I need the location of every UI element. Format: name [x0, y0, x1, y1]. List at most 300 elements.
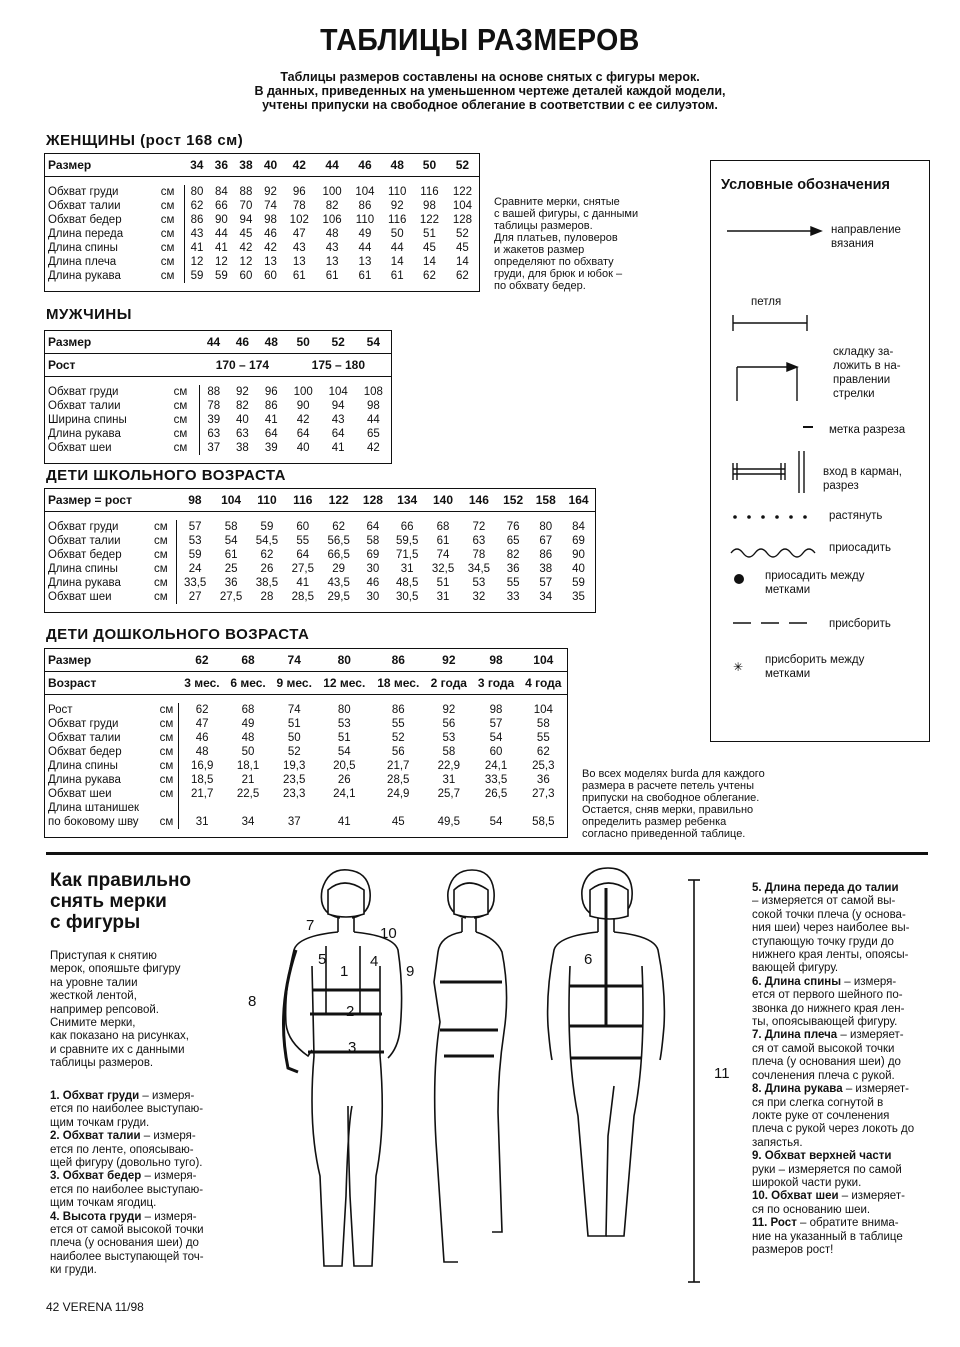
table-row [45, 185, 480, 199]
row-label: Обхват бедер [48, 746, 122, 758]
table-cell: 25,7 [437, 788, 461, 800]
size-header-label: Размер = рост [45, 489, 177, 512]
measure-item-title: 11. Рост [752, 1217, 797, 1230]
spacer-row [45, 455, 392, 464]
table-cell: 51 [436, 577, 450, 589]
measure-item-text: ки груди. [50, 1264, 97, 1277]
spacer-row [45, 604, 596, 613]
table-cell: 55 [536, 732, 550, 744]
table-cell: 14 [456, 256, 469, 268]
measure-item-title: 6. Длина спины [752, 975, 842, 988]
table-row [45, 213, 480, 227]
table-cell: 39 [207, 414, 221, 426]
women-heading: ЖЕНЩИНЫ (рост 168 см) [46, 132, 244, 149]
table-cell: 100 [293, 386, 313, 398]
intro-line: как показано на рисунках, [50, 1030, 189, 1043]
table-cell: 80 [539, 521, 553, 533]
loop-symbol [733, 315, 807, 331]
row-label: Ширина спины [48, 414, 127, 426]
table-cell: 64 [296, 549, 310, 561]
note-line: Сравните мерки, снятые [494, 196, 620, 208]
height-range-cell: 170 – 174 [199, 354, 286, 377]
measure-item-text: руки – измеряется по самой [752, 1163, 902, 1176]
spacer-row [45, 283, 480, 292]
row-unit: см [158, 815, 179, 829]
table-cell: 36 [506, 563, 520, 575]
row-label: Обхват шеи [48, 442, 112, 454]
table-cell [425, 801, 472, 815]
table-cell: 43 [331, 414, 345, 426]
women-note [494, 196, 638, 292]
row-unit: см [158, 759, 179, 773]
measure-item [50, 1130, 204, 1170]
table-cell: 31 [400, 563, 414, 575]
table-cell: 27,5 [291, 563, 314, 575]
table-cell: 116 [388, 214, 407, 226]
table-cell: 31 [195, 816, 209, 828]
table-cell: 68 [436, 521, 450, 533]
measure-item-text: ты, опоясывающей фигуру. [752, 1016, 898, 1029]
table-cell: 86 [264, 400, 278, 412]
table-cell: 62 [260, 549, 274, 561]
table-cell: 41 [214, 242, 228, 254]
table-row [45, 269, 480, 283]
table-cell: 110 [388, 186, 407, 198]
measure-item [752, 1029, 914, 1083]
size-header-cell: 164 [562, 489, 595, 512]
intro-line: и сравните их с данными [50, 1043, 185, 1056]
size-header-cell: 158 [529, 489, 562, 512]
row-label: Обхват талии [48, 535, 121, 547]
row-label: Длина плеча [48, 256, 117, 268]
size-header-cell: 128 [357, 489, 390, 512]
preschool-heading: ДЕТИ ДОШКОЛЬНОГО ВОЗРАСТА [46, 626, 310, 643]
table-cell: 14 [390, 256, 404, 268]
measurement-figures [240, 866, 760, 1296]
row-unit: см [172, 427, 199, 441]
legend-cut: метка разреза [829, 424, 906, 436]
table-cell: 50 [390, 228, 404, 240]
row-unit: см [158, 745, 179, 759]
table-cell: 45 [423, 242, 436, 254]
table-cell: 55 [391, 718, 405, 730]
table-cell: 44 [366, 414, 380, 426]
women-size-table [44, 153, 480, 292]
table-cell: 88 [207, 386, 221, 398]
table-cell: 60 [489, 746, 503, 758]
row-unit: см [172, 399, 199, 413]
age-cell: 4 года [520, 672, 568, 695]
table-row [45, 427, 392, 441]
measure-item-text: широкой части руки. [752, 1176, 862, 1189]
row-unit: см [158, 717, 179, 731]
table-cell: 55 [296, 535, 310, 547]
measure-item [752, 1217, 914, 1257]
table-cell: 80 [190, 186, 204, 198]
table-cell: 51 [423, 228, 436, 240]
table-cell: 88 [239, 186, 253, 198]
measure-item-text: вающей фигуру. [752, 962, 839, 975]
spacer-row [45, 829, 568, 838]
table-cell: 92 [390, 200, 404, 212]
fig-label-11: 11 [714, 1065, 730, 1082]
table-row [45, 717, 568, 731]
table-cell: 54 [224, 535, 238, 547]
table-row [45, 576, 596, 590]
size-header-cell: 48 [257, 331, 286, 354]
table-cell: 128 [452, 214, 473, 226]
legend-pocket: вход в карман, разрез [823, 466, 903, 492]
measure-item-title: 9. Обхват верхней части [752, 1150, 892, 1163]
size-header-cell: 62 [179, 649, 225, 672]
table-cell: 41 [190, 242, 204, 254]
size-header-cell: 80 [317, 649, 371, 672]
table-cell: 104 [328, 386, 348, 398]
measure-item-text: ется по наиболее выступаю- [50, 1103, 204, 1116]
size-header-cell: 134 [389, 489, 425, 512]
legend-loop: петля [751, 296, 782, 308]
note-line: определить размер ребенка [582, 816, 727, 828]
intro-line: например репсовой. [50, 1003, 159, 1016]
measure-item [752, 976, 914, 1030]
row-label: Обхват шеи [48, 788, 112, 800]
table-cell: 16,9 [190, 760, 214, 772]
table-cell: 66 [214, 200, 228, 212]
table-row [45, 413, 392, 427]
row-label: Обхват груди [48, 718, 119, 730]
spacer-row [45, 377, 392, 386]
measure-item-text: ется от самой высокой точки [50, 1224, 204, 1237]
table-cell: 110 [355, 214, 375, 226]
size-header-cell: 104 [213, 489, 249, 512]
note-line: припуски на свободное облегание. [582, 792, 760, 804]
table-cell: 39 [264, 442, 278, 454]
table-cell: 62 [190, 200, 204, 212]
size-header-cell: 44 [199, 331, 228, 354]
measure-item-text: сокой точки плеча (у основа- [752, 908, 906, 921]
row-unit: см [152, 520, 177, 534]
table-cell: 98 [489, 704, 503, 716]
intro-line: В данных, приведенных на уменьшенном чертеже деталей каждой модели, [254, 84, 726, 98]
table-cell: 25,3 [532, 760, 555, 772]
table-row [45, 441, 392, 455]
intro-line: мерок, опояшьте фигуру [50, 963, 181, 976]
table-cell [371, 801, 425, 815]
row-label: Длина спины [48, 563, 118, 575]
measure-item-text: звонка до нижнего края лен- [752, 1002, 905, 1015]
table-cell: 54 [489, 816, 503, 828]
page-footer: 42 VERENA 11/98 [46, 1300, 144, 1314]
table-cell: 86 [539, 549, 553, 561]
row-unit: см [152, 548, 177, 562]
note-line: Для платьев, пуловеров [494, 232, 618, 244]
table-cell: 21,7 [387, 760, 410, 772]
table-cell: 40 [296, 442, 310, 454]
size-header-label: Размер [45, 331, 200, 354]
size-header-cell: 92 [425, 649, 472, 672]
section-divider [46, 852, 928, 855]
measure-item [752, 882, 914, 976]
note-line: Во всех моделях burda для каждого [582, 768, 765, 780]
table-cell: 45 [456, 242, 469, 254]
table-row [45, 241, 480, 255]
measure-item-text: плеча (у основания шеи) до [50, 1237, 199, 1250]
table-cell: 54 [489, 732, 503, 744]
size-header-cell: 98 [472, 649, 519, 672]
school-heading: ДЕТИ ШКОЛЬНОГО ВОЗРАСТА [46, 467, 286, 484]
legend-ease-marks: приосадить между метками [765, 570, 865, 596]
table-cell: 38 [539, 563, 553, 575]
measure-item-text: ся по основанию шеи. [752, 1203, 871, 1216]
stretch-symbol [733, 515, 807, 519]
table-cell [179, 801, 225, 815]
table-cell: 26 [337, 774, 351, 786]
measure-item-text: – измеря- [139, 1090, 195, 1102]
measure-item-text: ется по ленте, опоясываю- [50, 1143, 194, 1156]
measure-item [752, 1150, 914, 1190]
note-line: и жакетов размер [494, 244, 585, 256]
table-cell: 92 [235, 386, 249, 398]
measure-item-text: – измеря- [140, 1130, 196, 1143]
table-cell: 33,5 [183, 577, 207, 589]
table-cell: 55 [506, 577, 520, 589]
table-cell: 59,5 [395, 535, 419, 547]
legend-title: Условные обозначения [721, 177, 890, 193]
legend-arrow: направление вязания [831, 224, 901, 250]
table-cell: 74 [287, 704, 301, 716]
table-cell: 27,3 [532, 788, 555, 800]
table-cell: 61 [224, 549, 238, 561]
table-cell: 102 [289, 214, 309, 226]
row-label: Длина рукава [48, 428, 121, 440]
row-unit: см [158, 731, 179, 745]
size-header-cell: 104 [520, 649, 568, 672]
table-cell: 21 [241, 774, 255, 786]
table-cell: 59 [214, 270, 228, 282]
note-line: размера в расчете петель учтены [582, 780, 755, 792]
table-cell: 69 [366, 549, 380, 561]
table-cell: 60 [264, 270, 277, 282]
table-cell: 22,5 [236, 788, 260, 800]
legend-fold: складку за- ложить в на- правлении стрелки [833, 346, 901, 400]
measure-item-text: – измеря- [841, 975, 897, 988]
size-header-cell: 110 [249, 489, 285, 512]
table-cell: 90 [214, 214, 228, 226]
measure-item-text: ступающую точку груди до [752, 935, 894, 948]
table-cell: 20,5 [333, 760, 356, 772]
row-unit: см [152, 562, 177, 576]
size-header-cell: 152 [497, 489, 530, 512]
measure-item-text: ется от первого шейного по- [752, 989, 903, 1002]
table-row [45, 773, 568, 787]
table-cell: 28,5 [291, 591, 314, 603]
intro-line: таблицы размеров. [50, 1057, 154, 1070]
table-row [45, 534, 596, 548]
size-header-cell: 36 [209, 154, 234, 177]
table-cell: 43 [325, 242, 339, 254]
table-cell: 44 [358, 242, 372, 254]
row-label: Длина рукава [48, 774, 121, 786]
table-row [45, 520, 596, 534]
size-header-cell: 42 [283, 154, 316, 177]
howto-heading: Как правильно снять мерки с фигуры [50, 870, 192, 933]
table-cell: 104 [533, 704, 553, 716]
table-cell: 100 [322, 186, 342, 198]
table-cell: 94 [331, 400, 345, 412]
back-figure [548, 868, 700, 1282]
table-cell: 80 [337, 704, 351, 716]
size-header-cell: 52 [446, 154, 480, 177]
table-cell: 45 [239, 228, 253, 240]
table-cell: 38,5 [255, 577, 279, 589]
size-header-cell: 54 [356, 331, 392, 354]
table-cell: 67 [539, 535, 553, 547]
table-cell: 34,5 [467, 563, 491, 575]
men-size-table [44, 330, 392, 464]
table-cell: 58 [442, 746, 456, 758]
preschool-note [582, 768, 765, 840]
fig-label-3: 3 [348, 1039, 357, 1056]
table-cell: 56,5 [327, 535, 350, 547]
table-row [45, 399, 392, 413]
extra-header-label: Возраст [45, 672, 179, 695]
size-header-label: Размер [45, 154, 185, 177]
table-cell: 30,5 [395, 591, 419, 603]
row-label: по боковому шву [48, 816, 139, 828]
table-cell: 82 [506, 549, 520, 561]
row-label: Обхват груди [48, 386, 119, 398]
table-cell: 78 [207, 400, 221, 412]
legend-ease: приосадить [829, 542, 891, 554]
table-cell: 12 [190, 256, 204, 268]
table-cell: 27,5 [219, 591, 243, 603]
table-cell: 78 [472, 549, 486, 561]
age-cell: 2 года [425, 672, 472, 695]
age-cell: 18 мес. [371, 672, 425, 695]
table-cell: 42 [239, 242, 253, 254]
table-cell: 46 [366, 577, 380, 589]
measure-item-text: – измеря- [141, 1170, 197, 1183]
table-cell: 53 [188, 535, 202, 547]
table-cell: 76 [506, 521, 520, 533]
row-label: Обхват бедер [48, 549, 122, 561]
ease-marks-symbol [734, 574, 744, 584]
table-cell: 42 [296, 414, 310, 426]
table-cell: 86 [190, 214, 204, 226]
table-cell: 58,5 [532, 816, 555, 828]
table-cell: 34 [241, 816, 255, 828]
row-unit: см [158, 703, 179, 717]
table-cell: 64 [366, 521, 380, 533]
table-row [45, 548, 596, 562]
size-header-label: Размер [45, 649, 179, 672]
row-unit: см [159, 241, 185, 255]
table-cell: 59 [572, 577, 585, 589]
table-cell: 48,5 [395, 577, 419, 589]
legend-gather: присборить [829, 618, 891, 630]
table-cell: 78 [292, 200, 306, 212]
table-cell: 61 [436, 535, 450, 547]
row-label: Длина переда [48, 228, 124, 240]
measure-item-text: – измеряет- [838, 1190, 905, 1203]
measure-item-text: ния шеи) через наиболее вы- [752, 922, 910, 935]
table-cell: 86 [358, 200, 372, 212]
table-cell: 58 [224, 521, 238, 533]
row-label: Обхват груди [48, 186, 119, 198]
age-cell: 3 года [472, 672, 519, 695]
table-cell: 51 [337, 732, 351, 744]
row-unit: см [159, 269, 185, 283]
table-cell: 18,1 [236, 760, 260, 772]
fig-label-2: 2 [346, 1003, 355, 1020]
measure-item-text: – измеряет- [842, 1083, 910, 1096]
table-cell: 60 [296, 521, 310, 533]
table-cell: 43 [292, 242, 306, 254]
howto-right-list [752, 882, 914, 1257]
fig-label-1: 1 [340, 963, 349, 980]
table-cell: 30 [366, 591, 380, 603]
table-cell: 59 [260, 521, 274, 533]
table-cell: 19,3 [283, 760, 306, 772]
table-cell: 27 [188, 591, 202, 603]
table-cell: 41 [264, 414, 278, 426]
table-cell: 13 [358, 256, 372, 268]
table-cell: 40 [572, 563, 585, 575]
table-cell: 54,5 [255, 535, 279, 547]
measure-item-text: – измеряет- [837, 1029, 904, 1042]
measure-item-text: запястья. [752, 1136, 803, 1149]
table-cell: 41 [337, 816, 351, 828]
intro-line: Приступая к снятию [50, 950, 157, 962]
measure-item-text: плеча с рукой через локоть до [752, 1123, 915, 1136]
row-label: Обхват талии [48, 400, 121, 412]
table-cell: 47 [195, 718, 209, 730]
measure-item-text: щей фигуру (довольно туго). [50, 1157, 203, 1170]
size-header-cell: 140 [425, 489, 461, 512]
size-header-cell: 44 [316, 154, 349, 177]
table-cell: 59 [188, 549, 202, 561]
table-cell: 32,5 [431, 563, 455, 575]
table-cell: 28,5 [387, 774, 410, 786]
gather-marks-symbol: ✳ [733, 660, 744, 674]
table-cell: 58 [366, 535, 380, 547]
size-header-cell: 116 [285, 489, 321, 512]
table-cell: 64 [264, 428, 278, 440]
table-cell: 42 [366, 442, 380, 454]
row-unit: см [159, 199, 185, 213]
table-cell: 84 [572, 521, 585, 533]
table-cell: 31 [436, 591, 450, 603]
table-cell: 92 [264, 186, 277, 198]
size-header-cell: 52 [321, 331, 356, 354]
table-cell: 22,9 [437, 760, 461, 772]
table-row [45, 562, 596, 576]
table-cell: 70 [239, 200, 253, 212]
table-cell: 38 [235, 442, 249, 454]
note-line: определяют по обхвату [494, 256, 614, 268]
table-cell: 24 [188, 563, 202, 575]
measure-item-text: нижнего края ленты, опоясы- [752, 949, 909, 962]
size-header-cell: 122 [321, 489, 357, 512]
row-label: Длина рукава [48, 577, 121, 589]
table-row [45, 385, 392, 399]
table-cell: 41 [331, 442, 345, 454]
table-cell: 122 [452, 186, 473, 198]
table-cell: 57 [489, 718, 503, 730]
table-cell: 37 [287, 816, 301, 828]
table-cell: 108 [363, 386, 383, 398]
table-cell: 24,1 [333, 788, 356, 800]
